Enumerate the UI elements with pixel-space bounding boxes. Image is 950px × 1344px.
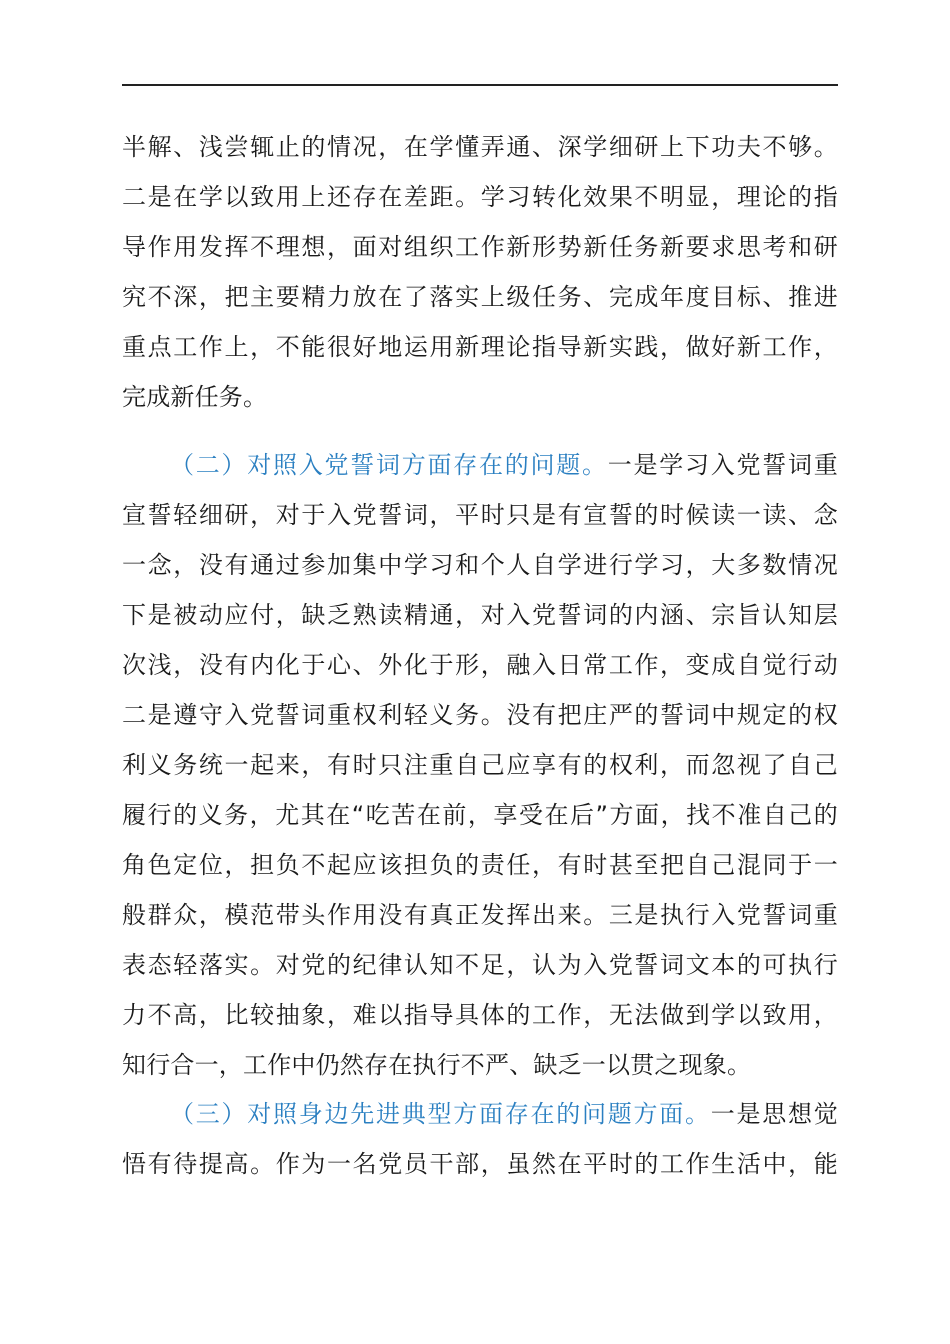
text-line: 导作用发挥不理想，面对组织工作新形势新任务新要求思考和研: [122, 233, 838, 261]
text-line: 利义务统一起来，有时只注重自己应享有的权利，而忽视了自己: [122, 751, 838, 779]
header-rule: [122, 84, 838, 86]
paragraph-3: [122, 1089, 838, 1189]
first-line-text: 一是学习入党誓词重: [607, 451, 838, 479]
text-line: 知行合一，工作中仍然存在执行不严、缺乏一以贯之现象。: [122, 1051, 752, 1079]
section-heading-2: （二）对照入党誓词方面存在的问题。: [170, 451, 608, 479]
paragraph-first-line: [122, 1089, 838, 1139]
text-line: 力不高，比较抽象，难以指导具体的工作，无法做到学以致用，: [122, 1001, 838, 1029]
paragraph-first-line: [122, 440, 838, 490]
text-line: 完成新任务。: [122, 383, 268, 411]
text-line: 次浅，没有内化于心、外化于形，融入日常工作，变成自觉行动: [122, 651, 838, 679]
text-line: 角色定位，担负不起应该担负的责任，有时甚至把自己混同于一: [122, 851, 838, 879]
paragraph-2: [122, 440, 838, 1090]
paragraph-1: [122, 122, 838, 422]
text-line: 般群众，模范带头作用没有真正发挥出来。三是执行入党誓词重: [122, 901, 838, 929]
text-line: 表态轻落实。对党的纪律认知不足，认为入党誓词文本的可执行: [122, 951, 838, 979]
text-line: 下是被动应付，缺乏熟读精通，对入党誓词的内涵、宗旨认知层: [122, 601, 838, 629]
text-line: 悟有待提高。作为一名党员干部，虽然在平时的工作生活中，能: [122, 1150, 838, 1178]
text-line: 重点工作上，不能很好地运用新理论指导新实践，做好新工作，: [122, 333, 838, 361]
text-line: 二是遵守入党誓词重权利轻义务。没有把庄严的誓词中规定的权: [122, 701, 838, 729]
text-line: 半解、浅尝辄止的情况，在学懂弄通、深学细研上下功夫不够。: [122, 133, 838, 161]
text-line: 二是在学以致用上还存在差距。学习转化效果不明显，理论的指: [122, 183, 838, 211]
text-line: 究不深，把主要精力放在了落实上级任务、完成年度目标、推进: [122, 283, 838, 311]
first-line-text: 一是思想觉: [710, 1100, 838, 1128]
text-line: 履行的义务，尤其在“吃苦在前，享受在后”方面，找不准自己的: [122, 801, 838, 829]
text-line: 一念，没有通过参加集中学习和个人自学进行学习，大多数情况: [122, 551, 838, 579]
section-heading-3: （三）对照身边先进典型方面存在的问题方面。: [170, 1100, 711, 1128]
text-line: 宣誓轻细研，对于入党誓词，平时只是有宣誓的时候读一读、念: [122, 501, 838, 529]
